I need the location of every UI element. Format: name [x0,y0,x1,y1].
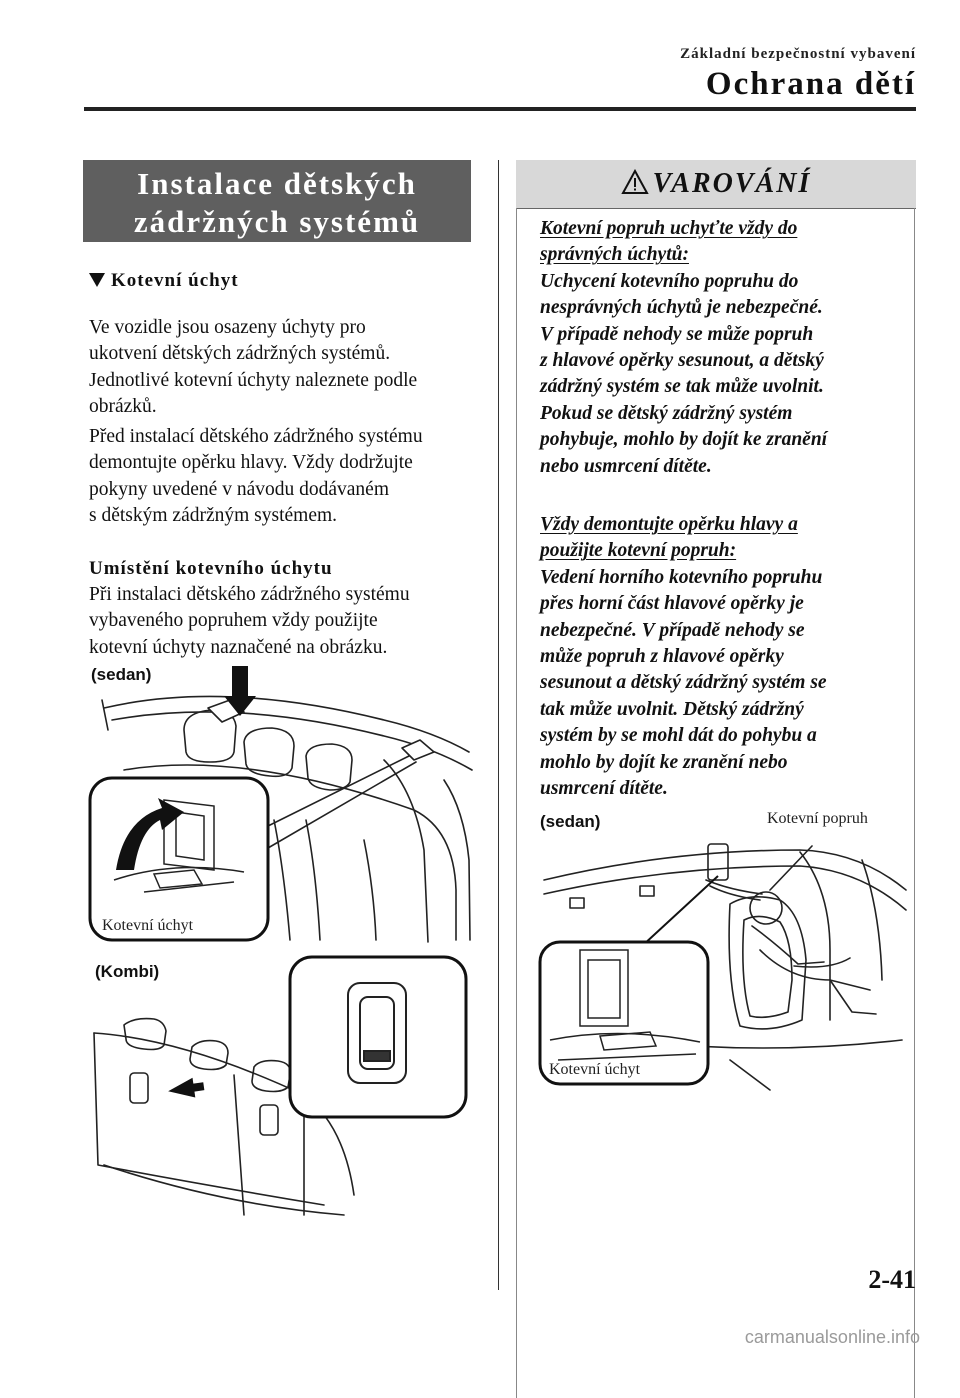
warning-triangle-icon [621,169,649,195]
text-line: Při instalaci dětského zádržného systému [89,584,410,605]
warning-lead: Vždy demontujte opěrku hlavy a [540,514,798,535]
paragraph-instructions [89,424,479,530]
paragraph-intro [89,315,479,421]
text-line: může popruh z hlavové opěrky [540,646,784,668]
text-line: demontujte opěrku hlavy. Vždy dodržujte [89,452,413,474]
figure-sedan-label: (sedan) [91,665,152,684]
warning-block-correct-anchors [540,216,910,480]
warning-figure-caption-anchor: Kotevní úchyt [549,1061,641,1078]
section-title-line2: zádržných systémů [133,204,421,239]
text-line: Vedení horního kotevního popruhu [540,566,823,588]
text-line: V případě nehody se může popruh [540,323,814,345]
text-line: Pokud se dětský zádržný systém [540,402,793,424]
warning-title: VAROVÁNÍ [652,168,812,199]
text-line: tak může uvolnit. Dětský zádržný [540,698,804,720]
triangle-bullet-icon [89,273,105,287]
warning-lead: správných úchytů: [540,244,689,266]
section-title-line1: Instalace dětských [137,166,417,201]
warning-figure-caption-strap: Kotevní popruh [767,810,868,827]
subheading-text: Kotevní úchyt [111,270,239,291]
warning-lead: použijte kotevní popruh: [540,540,737,562]
heading-anchor-location: Umístění kotevního úchytu [89,558,333,579]
text-line: přes horní část hlavové opěrky je [540,593,804,615]
text-line: nesprávných úchytů je nebezpečné. [540,297,823,319]
warning-block-remove-headrest [540,512,910,802]
sedan-rear-seat-illustration [84,660,476,950]
subheading [89,270,239,292]
text-line: usmrcení dítěte. [540,778,668,800]
text-line: mohlo by dojít ke zranění nebo [540,751,788,773]
header-section-label: Základní bezpečnostní vybavení [680,46,916,62]
page-number: 2-41 [868,1265,916,1294]
text-line: pokyny uvedené v návodu dodávaném [89,478,390,500]
text-line: systém by se mohl dát do pohybu a [540,725,817,747]
section-title [83,160,471,242]
warning-lead: Kotevní popruh uchyťte vždy do [540,218,798,239]
kombi-rear-seat-illustration [84,955,476,1220]
warning-figure-label: (sedan) [540,812,601,831]
figure-sedan-caption: Kotevní úchyt [102,917,194,934]
chapter-title: Ochrana dětí [705,66,916,102]
figure-kombi-label: (Kombi) [95,962,160,981]
text-line: Jednotlivé kotevní úchyty naleznete podle [89,369,418,391]
text-line: ukotvení dětských zádržných systémů. [89,343,391,365]
watermark-link[interactable]: carmanualsonline.info [744,1327,920,1347]
text-line: pohybuje, mohlo by dojít ke zranění [540,429,828,451]
paragraph-anchor-use [89,582,479,661]
text-line: sesunout a dětský zádržný systém se [540,672,827,694]
text-line: nebo usmrcení dítěte. [540,455,712,477]
text-line: vybaveného popruhem vždy použijte [89,610,378,632]
text-line: obrázků. [89,396,157,418]
text-line: kotevní úchyty naznačené na obrázku. [89,636,388,658]
child-seat-tether-illustration [530,830,912,1092]
text-line: Před instalací dětského zádržného systému [89,426,423,447]
text-line: Ve vozidle jsou osazeny úchyty pro [89,317,366,338]
text-line: Uchycení kotevního popruhu do [540,270,799,292]
text-line: s dětským zádržným systémem. [89,505,338,527]
text-line: zádržný systém se tak může uvolnit. [540,376,824,398]
header-rule [84,107,916,111]
warning-header [516,160,916,209]
text-line: z hlavové opěrky sesunout, a dětský [540,350,824,372]
column-divider [498,160,499,1290]
text-line: nebezpečné. V případě nehody se [540,619,805,641]
